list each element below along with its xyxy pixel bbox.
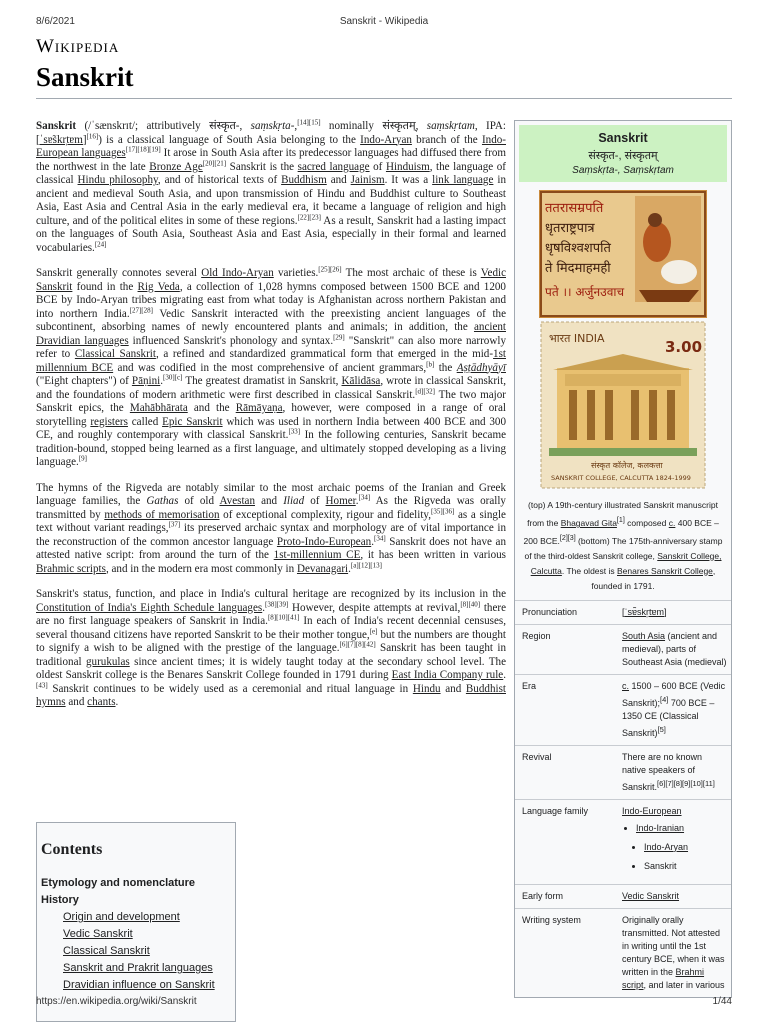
citation[interactable]: [34] <box>358 493 371 502</box>
print-doc-title: Sanskrit - Wikipedia <box>339 16 429 27</box>
infobox-title: Sanskrit <box>598 131 648 145</box>
link-ramayana[interactable]: Rāmāyaṇa <box>235 402 283 414</box>
citation[interactable]: [37] <box>168 520 181 529</box>
link-sanskrit-college-calcutta[interactable]: Sanskrit College, Calcutta <box>530 550 722 576</box>
link-indo-aryan[interactable]: Indo-Aryan <box>360 133 412 146</box>
link-link-language[interactable]: link language <box>432 174 494 186</box>
citation[interactable]: [27][28] <box>129 305 153 314</box>
link-mahabharata[interactable]: Mahābhārata <box>129 402 188 414</box>
infobox-image[interactable] <box>539 190 707 490</box>
link-chants[interactable]: chants <box>87 696 116 708</box>
link-circa[interactable]: c. <box>668 517 676 528</box>
stamp-value: 3.00 <box>665 338 703 356</box>
toc-item-prakrit[interactable]: Sanskrit and Prakrit languages <box>63 962 213 974</box>
wikipedia-wordmark[interactable]: Wikipedia <box>36 36 120 57</box>
link-indo-european[interactable]: Indo-European languages <box>36 133 506 159</box>
citation[interactable]: [8][10][41] <box>267 613 300 622</box>
infobox-header <box>519 125 727 182</box>
ipa-link[interactable]: [ˈsɐ̃skr̩tɐm] <box>36 133 87 146</box>
link-rig-veda[interactable]: Rig Veda <box>137 280 180 293</box>
manuscript-line-4: ते मिदमाहमही <box>545 261 611 276</box>
link-buddhist-hymns[interactable]: Buddhist hymns <box>36 682 506 708</box>
infobox-row-revival: Revival There are no known native speakers of Sanskrit.[6][7][8][9][10][11] <box>515 745 731 799</box>
link-sacred-language[interactable]: sacred language <box>297 160 370 173</box>
infobox-rows <box>515 600 731 997</box>
link-ashtadhyayi[interactable]: Aṣṭādhyāyī <box>456 361 506 374</box>
citation[interactable]: [5] <box>657 724 666 734</box>
link-bhagavad-gita[interactable]: Bhagavad Gita <box>560 517 617 528</box>
link-hindu[interactable]: Hindu <box>412 682 441 695</box>
paragraph-rigveda: The hymns of the Rigveda are notably similar to the most archaic poems of the Iranian and Greek language families, the Gathas of old Avestan and Iliad of Homer.[34] As the Rigveda was orally transmitted by methods of memorisation of exceptional complexity, rigour and fidelity,[35][36] as a single text without variant readings,[37] its preserved archaic syntax and morphology are of vital importance in the reconstruction of the common ancestor language Proto-Indo-European.[34] Sanskrit does not have an attested native script: from around the turn of the 1st-millennium CE, it has been written in various Brahmic scripts, and in the modern era most commonly in Devanagari.[a][12][13] <box>36 481 507 575</box>
infobox-row-writing-system: Writing system Originally orally transmitted. Not attested in writing until the 1st century BCE, when it was written in the Brahmi script, and later in various <box>515 908 731 997</box>
link-hinduism[interactable]: Hinduism <box>385 160 430 173</box>
citation[interactable]: [e] <box>369 626 378 635</box>
link-vedic-sanskrit[interactable]: Vedic Sanskrit <box>622 890 680 901</box>
citation[interactable]: [20][21] <box>202 158 227 167</box>
citation[interactable]: [35][36] <box>431 506 455 515</box>
infobox-row-early-form: Early form Vedic Sanskrit <box>515 884 731 908</box>
link-old-indo-aryan[interactable]: Old Indo-Aryan <box>201 267 274 279</box>
citation[interactable]: [29] <box>333 332 345 341</box>
toc-heading: Contents <box>41 841 103 858</box>
print-date: 8/6/2021 <box>36 16 75 27</box>
paragraph-status: Sanskrit's status, function, and place in India's cultural heritage are recognized by its inclusion in the Constitution of India's Eighth Schedule languages.[38][39] However, despite attempts at revival,[8][40] there are no first language speakers of Sanskrit in India.[8][10][41] In each of India's recent decennial censuses, several thousand citizens have reported Sanskrit to be their mother tongue,[e] but the numbers are thought to signify a wish to be aligned with the prestige of the language.[6][7][8][42] Sanskrit has been taught in traditional gurukulas since ancient times; it is widely taught today at the secondary school level. The oldest Sanskrit college is the Benares Sanskrit College founded in 1791 during East India Company rule.[43] Sanskrit continues to be widely used as a ceremonial and ritual language in Hindu and Buddhist hymns and chants. <box>36 588 507 708</box>
citation[interactable]: [1] <box>616 516 625 524</box>
citation[interactable]: [6][7][8][42] <box>339 640 376 649</box>
citation[interactable]: [16] <box>86 131 99 140</box>
manuscript-line-2: धृतराष्ट्रपात्र <box>545 221 595 236</box>
citation[interactable]: [25][26] <box>318 265 342 274</box>
citation[interactable]: [a][12][13] <box>350 560 382 569</box>
link-jainism[interactable]: Jainism <box>350 174 385 186</box>
toc-item-dravidian[interactable]: Dravidian influence on Sanskrit <box>63 979 215 991</box>
link-indo-european[interactable]: Indo-European <box>622 805 682 816</box>
link-eighth-schedule[interactable]: Constitution of India's Eighth Schedule languages <box>36 601 263 614</box>
toc-item-classical[interactable]: Classical Sanskrit <box>63 945 150 957</box>
infobox-caption: (top) A 19th-century illustrated Sanskrit manuscript from the Bhagavad Gita[1] composed c. 400 BCE – 200 BCE.[2][3] (bottom) The 175th-anniversary stamp of the third-oldest Sanskrit college, Sanskrit College, Calcutta. The oldest is Benares Sanskrit College, founded in 1791. <box>523 500 723 591</box>
citation[interactable]: [8][40] <box>460 599 481 608</box>
infobox-native-name: संस्कृत-, संस्कृतम् <box>588 150 658 162</box>
citation[interactable]: [33] <box>288 427 301 436</box>
citation[interactable]: [6][7][8][9][10][11] <box>657 778 715 788</box>
article-body <box>36 120 506 722</box>
infobox-row-era: Era c. 1500 – 600 BCE (Vedic Sanskrit);[4] 700 BCE – 1350 CE (Classical Sanskrit)[5] <box>515 674 731 745</box>
infobox <box>514 120 732 998</box>
citation[interactable]: [9] <box>78 454 87 463</box>
citation[interactable]: [2][3] <box>559 533 576 542</box>
link-circa[interactable]: c. <box>622 680 630 691</box>
link-dravidian[interactable]: ancient Dravidian languages <box>36 321 506 347</box>
link-buddhism[interactable]: Buddhism <box>281 174 327 186</box>
stamp-caption: संस्कृत कॉलेज, कलकत्ता <box>591 461 663 470</box>
link-hindu-philosophy[interactable]: Hindu philosophy <box>77 174 158 186</box>
citation[interactable]: [22][23] <box>297 212 321 221</box>
paragraph-intro: Sanskrit (/ˈsænskrɪt/; attributively संस्कृत-, saṃskṛta-,[14][15] nominally संस्कृतम्, saṃskṛtam, IPA: [ˈsɐ̃skr̩tɐm][16]) is a classical language of South Asia belonging to the Indo-Aryan branch of the Indo-European languages[17][18][19] It arose in South Asia after its predecessor languages had diffused there from the northwest in the late Bronze Age[20][21] Sanskrit is the sacred language of Hinduism, the language of classical Hindu philosophy, and of historical texts of Buddhism and Jainism. It was a link language in ancient and medieval South Asia, and upon transmission of Hindu and Buddhist culture to Southeast Asia, East Asia and Central Asia in the early medieval era, it became a language of religion and high culture, and of the political elites in some of these regions.[22][23] As a result, Sanskrit had a lasting impact on the languages of South Asia, Southeast Asia and East Asia, especially in their formal and learned vocabularies.[24] <box>36 118 507 254</box>
link-brahmic-scripts[interactable]: Brahmic scripts <box>36 562 106 575</box>
link-registers[interactable]: registers <box>90 415 128 428</box>
family-tree <box>622 822 727 873</box>
infobox-row-pronunciation: Pronunciation [ˈsɐ̃skr̩tɐm] <box>515 600 731 624</box>
pronunciation-link[interactable]: [ˈsɐ̃skr̩tɐm] <box>622 606 667 617</box>
toc-item-vedic[interactable]: Vedic Sanskrit <box>63 928 133 940</box>
citation[interactable]: [30][c] <box>163 373 183 382</box>
print-page-number: 1/44 <box>712 996 732 1007</box>
toc-item-origin[interactable]: Origin and development <box>63 911 180 923</box>
link-vedic-sanskrit[interactable]: Vedic Sanskrit <box>36 267 506 293</box>
link-1st-millennium-bce[interactable]: 1st millennium BCE <box>36 348 506 374</box>
stamp-country: भारत INDIA <box>549 332 605 345</box>
infobox-transliteration: Saṃskṛta-, Saṃskṛtam <box>572 165 674 176</box>
link-gurukulas[interactable]: gurukulas <box>85 655 130 668</box>
citation[interactable]: [b] <box>426 359 435 368</box>
link-kalidasa[interactable]: Kālidāsa <box>341 375 381 387</box>
manuscript-line-3: धृषविश्वशपति <box>545 241 611 256</box>
link-panini[interactable]: Pāṇini <box>131 375 161 387</box>
link-proto-indo-european[interactable]: Proto-Indo-European <box>276 535 372 548</box>
stamp-subcaption: SANSKRIT COLLEGE, CALCUTTA 1824-1999 <box>551 474 691 482</box>
citation[interactable]: [43] <box>36 680 48 689</box>
print-footer <box>36 996 732 1010</box>
infobox-row-region: Region South Asia (ancient and medieval), parts of Southeast Asia (medieval) <box>515 624 731 674</box>
title-divider <box>36 98 732 99</box>
link-indo-iranian[interactable]: Indo-Iranian <box>636 822 685 833</box>
link-indo-aryan[interactable]: Indo-Aryan <box>644 841 689 852</box>
link-east-india-company[interactable]: East India Company rule <box>391 669 504 681</box>
citation[interactable]: [17][18][19] <box>125 145 161 154</box>
manuscript-line-1: ततरासम्रपति <box>545 201 604 216</box>
link-brahmi-script[interactable]: Brahmi script <box>622 966 705 990</box>
link-south-asia[interactable]: South Asia <box>622 630 666 641</box>
link-devanagari[interactable]: Devanagari <box>296 562 349 575</box>
link-avestan[interactable]: Avestan <box>219 495 255 507</box>
infobox-row-language-family: Language family Indo-European • Indo-Iranian • Indo-Aryan • Sanskrit <box>515 799 731 884</box>
link-classical-sanskrit[interactable]: Classical Sanskrit <box>74 348 156 360</box>
link-benares-sanskrit-college[interactable]: Benares Sanskrit College <box>617 565 713 576</box>
citation[interactable]: [d][32] <box>415 386 436 395</box>
link-epic-sanskrit[interactable]: Epic Sanskrit <box>162 415 223 428</box>
manuscript-line-5: पते ।। अर्जुनउवाच <box>545 285 625 299</box>
manuscript-and-stamp-image <box>539 190 707 490</box>
citation[interactable]: [24] <box>94 239 107 248</box>
citation[interactable]: [38][39] <box>265 599 289 608</box>
lead-term: Sanskrit <box>36 120 77 132</box>
link-bronze-age[interactable]: Bronze Age <box>149 160 203 173</box>
print-url: https://en.wikipedia.org/wiki/Sanskrit <box>36 996 197 1007</box>
print-header <box>36 16 732 30</box>
link-memorisation[interactable]: methods of memorisation <box>104 508 220 521</box>
link-homer[interactable]: Homer <box>325 495 356 507</box>
link-1st-millennium-ce[interactable]: 1st-millennium CE <box>273 549 361 561</box>
paragraph-varieties: Sanskrit generally connotes several Old Indo-Aryan varieties.[25][26] The most archaic of these is Vedic Sanskrit found in the Rig Veda, a collection of 1,028 hymns composed between 1500 BCE and 1200 BCE by Indo-Aryan tribes migrating east from what today is Afghanistan across northern Pakistan and into northern India.[27][28] Vedic Sanskrit interacted with the preexisting ancient languages of the subcontinent, absorbing names of newly encountered plants and animals; in addition, the ancient Dravidian languages influenced Sanskrit's phonology and syntax.[29] "Sanskrit" can also more narrowly refer to Classical Sanskrit, a refined and standardized grammatical form that emerged in the mid-1st millennium BCE and was codified in the most comprehensive of ancient grammars,[b] the Aṣṭādhyāyī ("Eight chapters") of Pāṇini.[30][c] The greatest dramatist in Sanskrit, Kālidāsa, wrote in classical Sanskrit, and the foundations of modern arithmetic were first described in classical Sanskrit.[d][32] The two major Sanskrit epics, the Mahābhārata and the Rāmāyaṇa, however, were composed in a range of oral storytelling registers called Epic Sanskrit which was used in northern India between 400 BCE and 300 CE, and roughly contemporary with classical Sanskrit.[33] In the following centuries, Sanskrit became tradition-bound, stopped being learned as a first language, and ultimately stopped developing as a living language.[9] <box>36 265 507 468</box>
citation[interactable]: [34] <box>373 533 386 542</box>
toc-item-history[interactable]: History <box>41 894 79 906</box>
page-title: Sanskrit <box>36 62 134 92</box>
citation[interactable]: [4] <box>660 694 669 704</box>
citation[interactable]: [14][15] <box>297 118 321 127</box>
toc-item-etymology[interactable]: Etymology and nomenclature <box>41 877 196 889</box>
table-of-contents <box>36 822 236 1022</box>
family-leaf: Sanskrit <box>644 860 677 871</box>
